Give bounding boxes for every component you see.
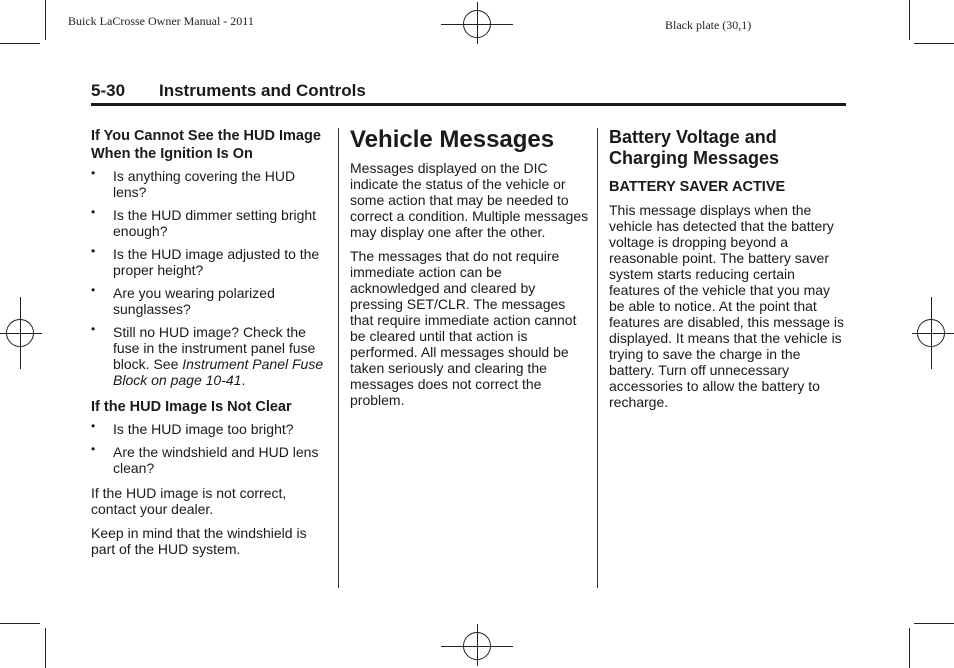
column-rule	[597, 128, 598, 588]
bullet-item: • Is the HUD image adjusted to the proper height?	[91, 246, 331, 278]
column-3	[609, 127, 849, 418]
bullet-item: • Are the windshield and HUD lens clean?	[91, 444, 331, 476]
crop-mark	[45, 628, 46, 668]
section-title: Instruments and Controls	[159, 81, 366, 100]
paragraph: This message displays when the vehicle has detected that the battery voltage is dropping beyond a reasonable point. The battery saver system starts reducing certain features of the vehicle that you may be able to notice. At the point that features are disabled, this message is displayed. It means that the vehicle is trying to save the charge in the battery. Turn off unnecessary accessories to allow the battery to recharge.	[609, 202, 845, 410]
page-number: 5-30	[91, 81, 126, 100]
crop-mark	[909, 0, 910, 40]
crop-mark	[914, 623, 954, 624]
column-rule	[338, 128, 339, 588]
paragraph: If the HUD image is not correct, contact your dealer.	[91, 485, 287, 517]
bullet-text: .	[241, 372, 246, 388]
bullet-text: Still no HUD image? Check the fuse in the instrument panel fuse block. See	[113, 324, 316, 372]
crop-mark	[45, 0, 46, 40]
page-header	[91, 81, 846, 106]
column-2	[350, 127, 590, 416]
subheading: If You Cannot See the HUD Image When the Ignition Is On	[91, 128, 321, 162]
crop-mark	[914, 43, 954, 44]
subheading: If the HUD Image Is Not Clear	[91, 399, 292, 415]
slug-right: Black plate (30,1)	[665, 18, 752, 32]
crop-mark	[0, 43, 40, 44]
slug-left: Buick LaCrosse Owner Manual - 2011	[68, 14, 254, 28]
paragraph: Keep in mind that the windshield is part of the HUD system.	[91, 525, 307, 557]
subheading: BATTERY SAVER ACTIVE	[609, 179, 786, 195]
bullet-item	[91, 324, 331, 388]
bullet-item: • Is the HUD image too bright?	[91, 421, 331, 437]
paragraph: The messages that do not require immediate action can be acknowledged and cleared by pressing SET/CLR. The messages that require immediate action cannot be cleared until that action is performed. All messages should be taken seriously and clearing the messages does not correct the problem.	[350, 248, 577, 408]
crop-mark	[909, 628, 910, 668]
bullet-item: • Is the HUD dimmer setting bright enough?	[91, 207, 331, 239]
cross-reference-link[interactable]: Instrument Panel Fuse Block on page 10-41	[113, 356, 324, 388]
bullet-item: • Are you wearing polarized sunglasses?	[91, 285, 331, 317]
column-1	[91, 127, 331, 565]
bullet-item: • Is anything covering the HUD lens?	[91, 168, 331, 200]
page-title: Vehicle Messages	[350, 126, 555, 153]
crop-mark	[0, 623, 40, 624]
section-heading: Battery Voltage and Charging Messages	[609, 127, 780, 168]
paragraph: Messages displayed on the DIC indicate the status of the vehicle or some action that may be needed to correct a condition. Multiple messages may display one after the other.	[350, 160, 589, 240]
